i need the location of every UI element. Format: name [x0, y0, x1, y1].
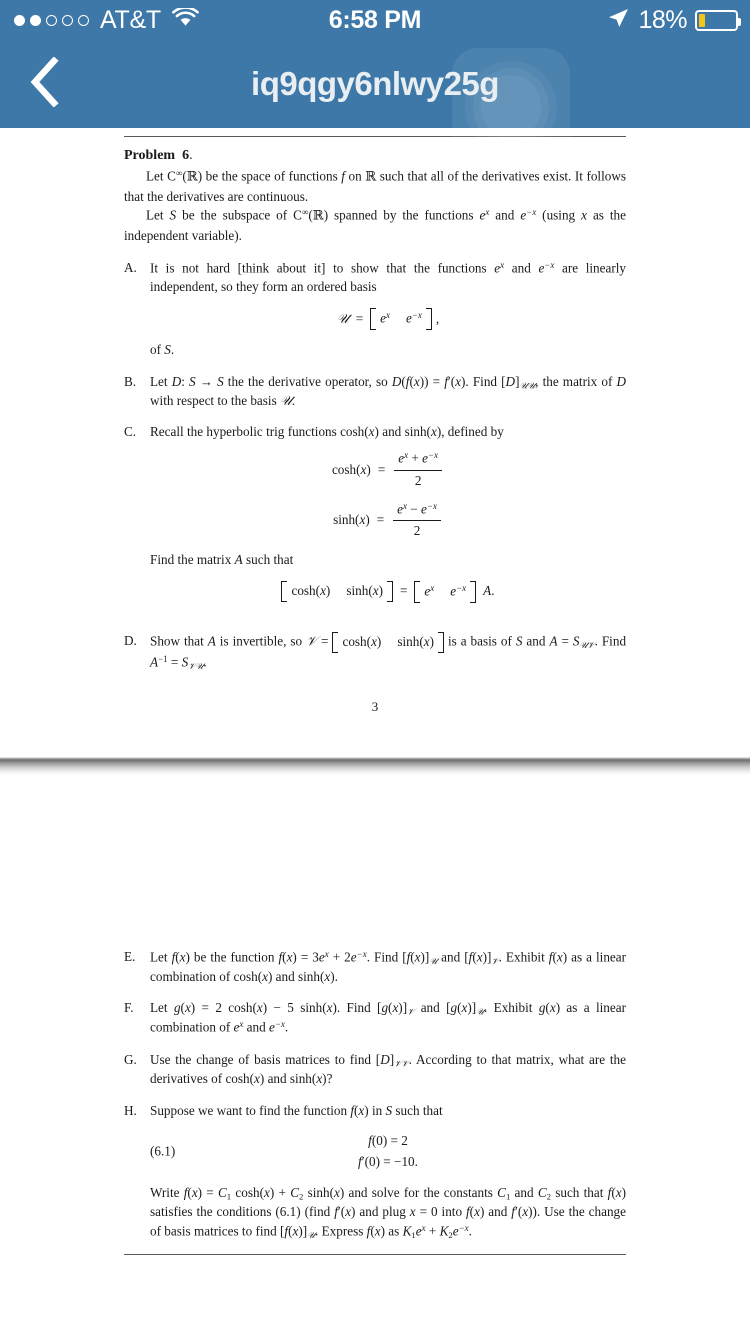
item-c-display-sinh: sinh(x) = $\frac{e^x - e^{-x}}{2}$ [150, 500, 626, 541]
chevron-left-icon [29, 57, 59, 112]
item-e-label: E. [124, 949, 136, 964]
item-c-display-matrix: cosh(x) sinh(x) = $e^x$ $e^{-x}$ A. [150, 581, 626, 608]
item-g [124, 1051, 626, 1089]
item-f-body: Let g(x) = 2 cosh(x) − 5 sinh(x). Find $[g(x)]_𝒱$ and $[g(x)]_𝒰$. Exhibit g(x) as a linear combination of $e^x$ and $e^{-x}$. [150, 1000, 626, 1035]
item-a [124, 259, 626, 360]
status-bar-right [606, 0, 738, 40]
page-separator [0, 757, 750, 775]
document-viewer[interactable] [0, 128, 750, 1334]
equation-line-2: f′(0) = −10. [358, 1154, 418, 1170]
item-e-body: Let f(x) be the function $f(x) = 3e^x + 2e^{-x}$. Find $[f(x)]_𝒰$ and $[f(x)]_𝒱$. Exhibit f(x) as a linear combination of cosh(x) and sinh(x). [150, 949, 627, 984]
document-page-3 [124, 146, 626, 717]
item-a-body: It is not hard [think about it] to show that the functions $e^x$ and $e^{-x}$ are linearly independent, so they form an ordered basis 𝒰 = $e^x$ $e^{-x}$ , of S. [150, 259, 626, 360]
equation-lines [150, 1132, 626, 1172]
battery-fill [699, 14, 705, 27]
problem-number: 6 [182, 148, 190, 163]
item-c-display-cosh: cosh(x) = $\frac{e^x + e^{-x}}{2}$ [150, 449, 626, 490]
item-f-label: F. [124, 1000, 134, 1016]
item-e [124, 948, 626, 986]
location-arrow-icon [606, 6, 630, 35]
problem-period: . [189, 148, 193, 163]
equation-tag: (6.1) [150, 1143, 176, 1159]
document-page-4 [124, 948, 626, 1242]
item-g-body: Use the change of basis matrices to find $[D]_{𝒱𝒱}$. According to that matrix, what are the derivatives of cosh(x) and sinh(x)? [150, 1051, 626, 1086]
navigation-bar [0, 40, 750, 128]
item-h-label: H. [124, 1102, 137, 1118]
intro-paragraph-2: Let S be the subspace of C∞(ℝ) spanned by the functions $e^x$ and $e^{-x}$ (using x as the independent variable). [124, 207, 627, 243]
item-c [124, 423, 626, 619]
intro-paragraph-1: Let C∞(ℝ) be the space of functions f on ℝ such that all of the derivatives exist. It follows that the derivatives are continuous. [124, 168, 627, 204]
item-d [124, 632, 626, 672]
item-h-after: Write $f(x) = C_1$ $\cosh(x) + C_2$ sinh(x) and solve for the constants $C_1$ and $C_2$ such that f(x) satisfies the conditions (6.1) (find f′(x) and plug x = 0 into f(x) and f′(x)). Use the change of basis matrices to find $[f(x)]_𝒰$. Express f(x) as $K_1e^x + K_2e^{-x}$. [150, 1185, 627, 1241]
item-a-label: A. [124, 259, 137, 275]
item-h-body: Suppose we want to find the function f(x) in S such that (6.1) f(0) = 2 f′(0) = −10. Write $f(x) = C_1$ $\cosh(x) + C_2$ sinh(x) and solve for the constants $C_1$ and $C_2$ such that f(x) satisfies the conditions (6.1) (find f′(x) and plug x = 0 into f(x) and f′(x)). Use the change of basis matrices to find $[f(x)]_𝒰$. Express f(x) as $K_1e^x + K_2e^{-x}$. [150, 1102, 627, 1241]
page-title: iq9qgy6nlwy25g [251, 65, 499, 102]
item-g-label: G. [124, 1051, 137, 1067]
item-f [124, 999, 626, 1037]
item-h [124, 1102, 626, 1242]
item-b-body: Let D: S → S the the derivative operator, so D(f(x)) = f′(x). Find $[D]_{𝒰𝒰}$, the matrix of D with respect to the basis 𝒰. [150, 373, 627, 408]
page-footer-rule [124, 1254, 626, 1255]
item-d-label: D. [124, 633, 137, 649]
item-b-label: B. [124, 373, 137, 389]
item-c-label: C. [124, 424, 137, 440]
item-d-body: Show that A is invertible, so 𝒱 = cosh(x) sinh(x) is a basis of S and $A = S_{𝒰𝒱}$. Find $A^{-1} = S_{𝒱𝒰}$. [150, 633, 627, 672]
item-a-after: of S. [150, 341, 175, 357]
back-button[interactable] [14, 40, 74, 128]
clock-label: 6:58 PM [328, 5, 422, 34]
problem-label: Problem [124, 148, 176, 163]
page-number: 3 [371, 699, 379, 715]
item-c-body: Recall the hyperbolic trig functions cosh(x) and sinh(x), defined by cosh(x) = $\frac{e^x + e^{-x}}{2}$ sinh(x) = $\frac{e^x - e^{-x}}{2}$ Find the matrix A such that cosh(x) sinh(x) = $e^x$ $e^{-x}$ A. [150, 423, 626, 619]
item-b [124, 373, 626, 411]
battery-percent-label: 18% [638, 5, 687, 34]
item-h-equation-block [150, 1132, 626, 1172]
status-bar [0, 0, 750, 40]
equation-line-1: f(0) = 2 [368, 1133, 408, 1149]
item-a-display-equation: 𝒰 = $e^x$ $e^{-x}$ , [150, 308, 626, 330]
item-c-after: Find the matrix A such that [150, 552, 294, 568]
battery-icon [695, 10, 738, 31]
carrier-label: AT&T [100, 5, 161, 34]
